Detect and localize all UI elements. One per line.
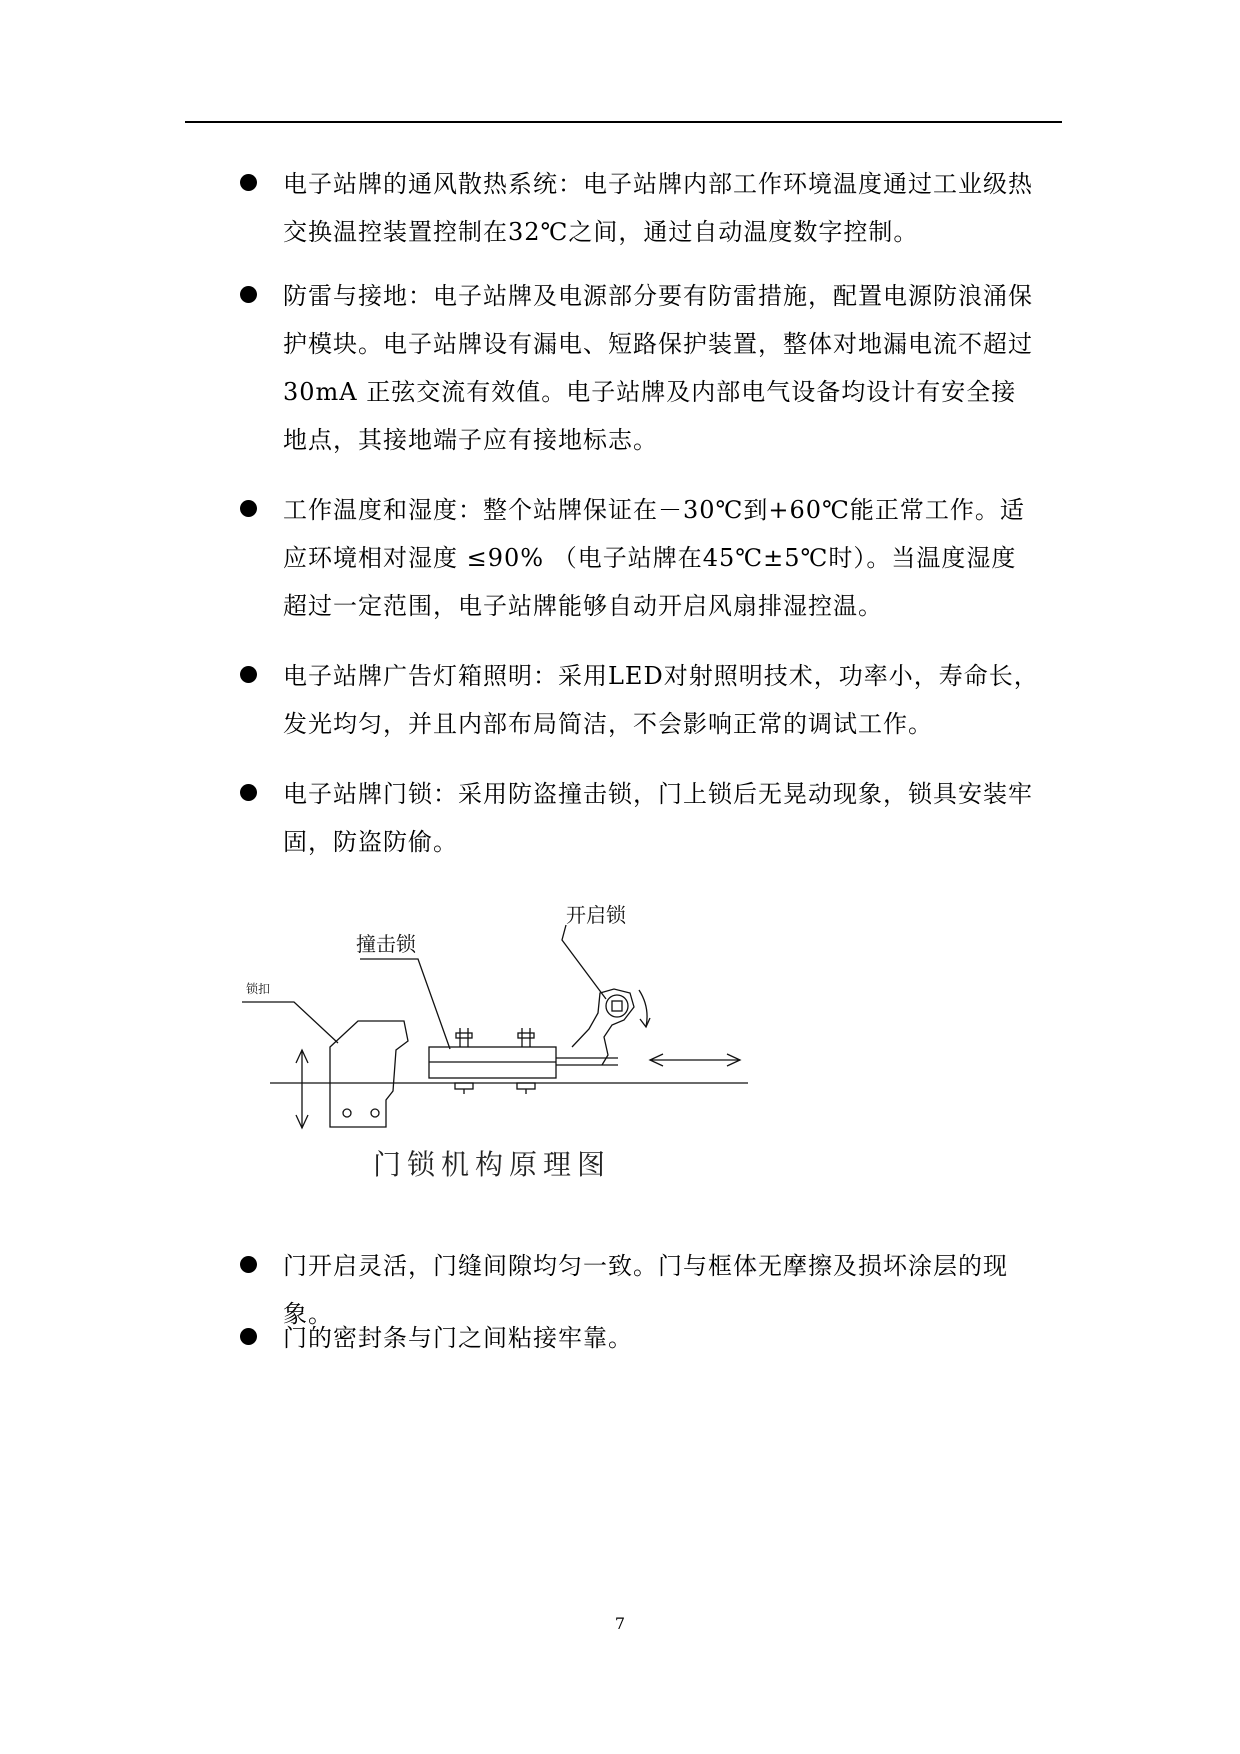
header-rule <box>185 121 1062 123</box>
bullet-dot <box>240 1328 257 1345</box>
bullet-text: 工作温度和湿度：整个站牌保证在－30℃到+60℃能正常工作。适应环境相对湿度 ≤90% （电子站牌在45℃±5℃时）。当温度湿度超过一定范围，电子站牌能够自动开启风扇排湿控温。 <box>283 496 1025 620</box>
bullet-text: 门的密封条与门之间粘接牢靠。 <box>283 1324 633 1352</box>
strike-lock-label: 撞击锁 <box>356 932 416 956</box>
bullet-item-lightning-grounding <box>240 272 1040 464</box>
latch-label: 锁扣 <box>246 982 271 996</box>
bullet-text: 门开启灵活，门缝间隙均匀一致。门与框体无摩擦及损坏涂层的现象。 <box>283 1252 1008 1328</box>
bullet-item-seal-strip <box>240 1314 1040 1362</box>
bullet-item-ventilation <box>240 160 1040 256</box>
bullet-item-lighting <box>240 652 1040 748</box>
bullet-dot <box>240 500 257 517</box>
page-number: 7 <box>614 1614 626 1633</box>
door-lock-diagram <box>236 895 748 1195</box>
bullet-item-temperature-humidity <box>240 486 1040 630</box>
open-lock-label: 开启锁 <box>566 903 626 927</box>
door-lock-drawing <box>236 895 748 1135</box>
bullet-dot <box>240 666 257 683</box>
bullet-text: 电子站牌广告灯箱照明：采用LED对射照明技术，功率小，寿命长，发光均匀，并且内部布局简洁，不会影响正常的调试工作。 <box>283 662 1039 738</box>
bullet-text: 防雷与接地：电子站牌及电源部分要有防雷措施，配置电源防浪涌保护模块。电子站牌设有漏电、短路保护装置，整体对地漏电流不超过30mA 正弦交流有效值。电子站牌及内部电气设备均设计有安全接地点，其接地端子应有接地标志。 <box>283 282 1033 454</box>
bullet-dot <box>240 174 257 191</box>
bullet-text: 电子站牌门锁：采用防盗撞击锁，门上锁后无晃动现象，锁具安装牢固，防盗防偷。 <box>283 780 1033 856</box>
bullet-dot <box>240 286 257 303</box>
bullet-dot <box>240 784 257 801</box>
bullet-item-door-lock <box>240 770 1040 866</box>
figure-caption: 门锁机构原理图 <box>372 1148 611 1181</box>
bullet-text: 电子站牌的通风散热系统：电子站牌内部工作环境温度通过工业级热交换温控装置控制在32℃之间，通过自动温度数字控制。 <box>283 170 1033 246</box>
bullet-dot <box>240 1256 257 1273</box>
